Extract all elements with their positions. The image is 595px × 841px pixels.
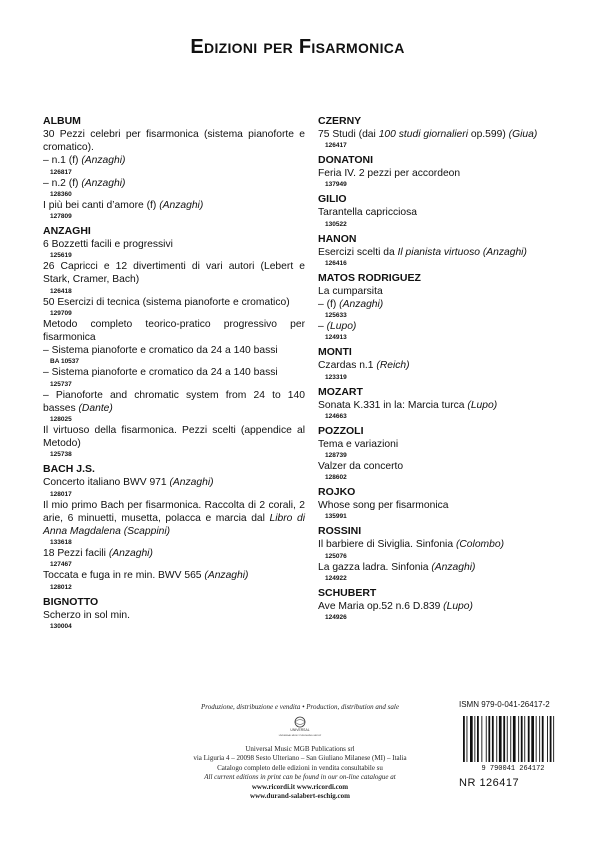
catalog-code: 127467 <box>50 561 72 569</box>
catalog-entry <box>318 285 561 298</box>
catalog-code: 128012 <box>50 583 72 591</box>
entry-title <box>318 399 561 412</box>
section-hanon <box>318 233 561 268</box>
catalog-code: BA 10537 <box>50 358 80 366</box>
ismn-code: ISMN 979-0-041-26417-2 <box>459 700 550 709</box>
catalog-entry <box>318 499 561 521</box>
entry-title <box>43 547 305 560</box>
entry-title-italic: 100 studi giornalieri <box>378 129 468 140</box>
entry-title-italic: Il pianista virtuoso (Anzaghi) <box>397 246 527 258</box>
section-mozart <box>318 386 561 421</box>
catalog-code: 128360 <box>50 190 72 198</box>
catalog-entry <box>43 199 305 221</box>
catalog-entry <box>43 389 305 424</box>
entry-title <box>318 285 561 298</box>
catalog-column-left <box>43 113 305 635</box>
catalog-entry <box>43 424 305 459</box>
entry-title-text: Ave Maria op.52 n.6 D.839 <box>318 600 444 612</box>
entry-title <box>318 128 561 141</box>
composer-heading: ROSSINI <box>318 525 362 538</box>
section-monti <box>318 346 561 381</box>
entry-title <box>43 366 305 379</box>
catalog-entry <box>318 561 561 583</box>
entry-title-italic: (Anzaghi) <box>339 299 384 311</box>
catalog-entry <box>43 154 305 176</box>
composer-heading: HANON <box>318 232 357 245</box>
entry-title <box>43 177 305 190</box>
publisher-name: Universal Music MGB Publications srl <box>245 744 355 753</box>
catalog-code: 124926 <box>325 614 347 622</box>
catalog-entry <box>43 238 305 260</box>
catalog-entry <box>318 128 561 150</box>
catalog-entry <box>318 167 561 189</box>
composer-heading: POZZOLI <box>318 424 364 437</box>
catalog-code: 125738 <box>50 451 72 459</box>
catalog-entry <box>43 318 305 344</box>
catalog-entry <box>43 177 305 199</box>
entry-title <box>43 476 305 489</box>
entry-title-text: Valzer da concerto <box>318 461 404 473</box>
isbn-block <box>459 700 567 789</box>
entry-title-text: 30 Pezzi celebri per fisarmonica (sistema pianoforte e cromatico). <box>43 129 305 154</box>
entry-title-italic: (Anzaghi) <box>81 177 126 189</box>
entry-title-italic: (Anzaghi) <box>204 570 249 582</box>
svg-text:9 790041 264172: 9 790041 264172 <box>481 765 545 772</box>
publisher-footer <box>175 703 425 802</box>
entry-title-text: Feria IV. 2 pezzi per accordeon <box>318 168 461 180</box>
composer-heading: MOZART <box>318 385 363 398</box>
catalog-code: 129709 <box>50 309 72 317</box>
entry-title <box>43 260 305 286</box>
entry-title-text: Tarantella capricciosa <box>318 207 418 219</box>
production-line: Produzione, distribuzione e vendita • Production, distribution and sale <box>201 703 399 711</box>
entry-title <box>43 609 305 622</box>
entry-title <box>43 499 305 539</box>
entry-title <box>318 460 561 473</box>
catalog-code: 133618 <box>50 539 72 547</box>
catalog-code: 137949 <box>325 181 347 189</box>
entry-title-italic: (Anzaghi) <box>159 199 204 211</box>
entry-title-italic: (Lupo) <box>326 321 357 333</box>
catalog-entry <box>318 538 561 560</box>
catalog-entry <box>43 499 305 548</box>
composer-heading: GILIO <box>318 193 347 206</box>
entry-title <box>43 154 305 167</box>
entry-title-text: 18 Pezzi facili <box>43 548 109 560</box>
svg-text:UNIVERSAL: UNIVERSAL <box>290 727 310 732</box>
entry-title-text: 50 Esercizi di tecnica (sistema pianoforte e cromatico) <box>43 296 290 308</box>
entry-title-italic: (Anzaghi) <box>81 155 126 167</box>
publisher-address: via Liguria 4 – 20098 Sesto Ulteriano – San Giuliano Milanese (MI) – Italia <box>193 754 407 762</box>
entry-title-text: – n.1 (f) <box>43 155 82 167</box>
section-bignotto <box>43 596 305 631</box>
catalog-entry <box>43 476 305 498</box>
catalog-entry <box>318 359 561 381</box>
entry-title-text: Concerto italiano BWV 971 <box>43 477 170 489</box>
catalog-code: 130522 <box>325 220 347 228</box>
entry-title-text: Il barbiere di Siviglia. Sinfonia <box>318 539 456 551</box>
entry-title <box>43 424 305 450</box>
section-anzaghi <box>43 225 305 459</box>
entry-title-text: Metodo completo teorico-pratico progressivo per fisarmonica <box>43 318 305 344</box>
entry-title <box>43 389 305 415</box>
section-czerny <box>318 115 561 150</box>
entry-title-text: – Pianoforte and chromatic system from 24 to 140 basses <box>43 389 305 414</box>
catalog-code: 126817 <box>50 168 72 176</box>
catalog-entry <box>318 438 561 460</box>
svg-text:UNIVERSAL MUSIC PUBLISHING GRO: UNIVERSAL MUSIC PUBLISHING GROUP <box>278 734 322 737</box>
entry-title-italic: Libro di Anna Magdalena (Scappini) <box>43 512 305 538</box>
catalog-entry <box>43 260 305 295</box>
entry-title-italic: (Anzaghi) <box>108 548 153 560</box>
website-links[interactable]: www.ricordi.it www.ricordi.com <box>251 782 349 791</box>
section-schubert <box>318 587 561 622</box>
catalog-entry <box>43 609 305 631</box>
barcode-icon <box>459 714 567 772</box>
section-pozzoli <box>318 425 561 482</box>
catalog-entry <box>43 344 305 366</box>
catalog-code: 130004 <box>50 622 72 630</box>
composer-heading: DONATONI <box>318 154 374 167</box>
catalog-entry <box>318 460 561 482</box>
entry-title-text: Toccata e fuga in re min. BWV 565 <box>43 570 205 582</box>
entry-title-text: 26 Capricci e 12 divertimenti di vari autori (Lebert e Stark, Cramer, Bach) <box>43 261 305 286</box>
entry-title-italic: (Colombo) <box>455 539 505 551</box>
catalog-code: 128025 <box>50 416 72 424</box>
website-link-durand[interactable]: www.durand-salabert-eschig.com <box>250 792 350 800</box>
entry-title-text: La gazza ladra. Sinfonia <box>318 561 432 573</box>
entry-title <box>318 206 561 219</box>
section-rojko <box>318 486 561 521</box>
entry-title <box>318 438 561 451</box>
entry-title <box>43 128 305 154</box>
catalogue-note-en: All current editions in print can be found in our on-line catalogue at <box>204 773 396 781</box>
catalog-entry <box>318 298 561 320</box>
entry-title <box>43 569 305 582</box>
entry-title <box>43 318 305 344</box>
entry-title-text: Whose song per fisarmonica <box>318 500 449 512</box>
composer-heading: MONTI <box>318 346 352 359</box>
catalog-entry <box>318 206 561 228</box>
composer-heading: BIGNOTTO <box>43 595 99 608</box>
catalog-entry <box>43 128 305 154</box>
section-album <box>43 115 305 221</box>
page-title: Edizioni per Fisarmonica <box>190 36 405 58</box>
catalog-code: 127809 <box>50 213 72 221</box>
catalog-entry <box>43 547 305 569</box>
catalog-code: 126417 <box>325 142 347 150</box>
catalog-code: 123319 <box>325 373 347 381</box>
entry-title-text: 6 Bozzetti facili e progressivi <box>43 239 173 251</box>
catalog-code: 126418 <box>50 287 72 295</box>
entry-title-text: Il mio primo Bach per fisarmonica. Raccolta di 2 corali, 2 arie, 6 minuetti, musetta, polacca e marcia dal <box>43 499 305 524</box>
section-rossini <box>318 525 561 582</box>
catalog-code: 126416 <box>325 259 347 267</box>
catalog-code: 128017 <box>50 490 72 498</box>
section-matos-rodriguez <box>318 272 561 343</box>
entry-title-text: Scherzo in sol min. <box>43 609 130 621</box>
composer-heading: ALBUM <box>43 115 81 127</box>
entry-title <box>318 499 561 512</box>
catalog-code: 135991 <box>325 513 347 521</box>
entry-title <box>318 359 561 372</box>
composer-heading: BACH J.S. <box>43 463 95 476</box>
section-donatoni <box>318 154 561 189</box>
catalog-entry <box>318 399 561 421</box>
composer-heading: ANZAGHI <box>43 225 91 238</box>
entry-title-text: op.599) <box>467 129 509 140</box>
entry-title <box>43 344 305 357</box>
catalog-entry <box>318 320 561 342</box>
entry-title-text: – Sistema pianoforte e cromatico da 24 a 140 bassi <box>43 345 278 357</box>
composer-heading: SCHUBERT <box>318 586 377 599</box>
entry-title-text: 75 Studi (dai <box>318 129 379 140</box>
entry-title <box>318 167 561 180</box>
entry-title <box>318 320 561 333</box>
entry-title-italic: (Anzaghi) <box>431 561 476 573</box>
entry-title-italic: (Giua) <box>508 129 538 140</box>
composer-heading: MATOS RODRIGUEZ <box>318 271 421 284</box>
catalog-code: 128739 <box>325 452 347 460</box>
catalog-code: 125737 <box>50 380 72 388</box>
entry-title <box>318 561 561 574</box>
entry-title <box>318 246 561 259</box>
catalog-code: 125633 <box>325 312 347 320</box>
universal-logo-icon <box>270 716 330 738</box>
entry-title-text: Esercizi scelti da <box>318 246 398 258</box>
entry-title <box>318 298 561 311</box>
entry-title-italic: (Anzaghi) <box>169 477 214 489</box>
entry-title-text: I più bei canti d’amore (f) <box>43 199 160 211</box>
catalogue-note-it: Catalogo completo delle edizioni in vendita consultabile su <box>217 763 383 772</box>
entry-title-text: – (f) <box>318 299 340 311</box>
composer-heading: ROJKO <box>318 486 356 499</box>
entry-title <box>43 296 305 309</box>
catalog-code: 125619 <box>50 252 72 260</box>
catalog-code: 124922 <box>325 574 347 582</box>
catalog-code: 125076 <box>325 552 347 560</box>
section-gilio <box>318 193 561 228</box>
entry-title <box>43 199 305 212</box>
entry-title-text: – <box>318 321 327 333</box>
entry-title-text: Il virtuoso della fisarmonica. Pezzi scelti (appendice al Metodo) <box>43 425 305 450</box>
catalog-entry <box>318 246 561 268</box>
entry-title-italic: (Reich) <box>376 360 410 372</box>
catalog-entry <box>43 366 305 388</box>
entry-title <box>318 538 561 551</box>
composer-heading: CZERNY <box>318 115 362 127</box>
entry-title-text: – n.2 (f) <box>43 177 82 189</box>
entry-title-italic: (Lupo) <box>467 399 498 411</box>
entry-title-text: Sonata K.331 in la: Marcia turca <box>318 399 468 411</box>
catalog-entry <box>43 296 305 318</box>
entry-title-text: Tema e variazioni <box>318 438 399 450</box>
entry-title-italic: (Dante) <box>78 402 113 414</box>
catalog-column-right <box>318 113 561 626</box>
catalog-code: 124663 <box>325 412 347 420</box>
entry-title-text: Czardas n.1 <box>318 360 377 372</box>
catalog-entry <box>43 569 305 591</box>
entry-title-italic: (Lupo) <box>443 600 473 612</box>
catalog-entry <box>318 600 561 622</box>
catalog-code: 128602 <box>325 474 347 482</box>
entry-title-text: La cumparsita <box>318 285 383 297</box>
catalog-number: NR 126417 <box>459 777 520 789</box>
entry-title-text: – Sistema pianoforte e cromatico da 24 a 140 bassi <box>43 367 278 379</box>
entry-title <box>43 238 305 251</box>
entry-title <box>318 600 561 613</box>
section-bach-j-s <box>43 463 305 591</box>
catalog-code: 124913 <box>325 334 347 342</box>
